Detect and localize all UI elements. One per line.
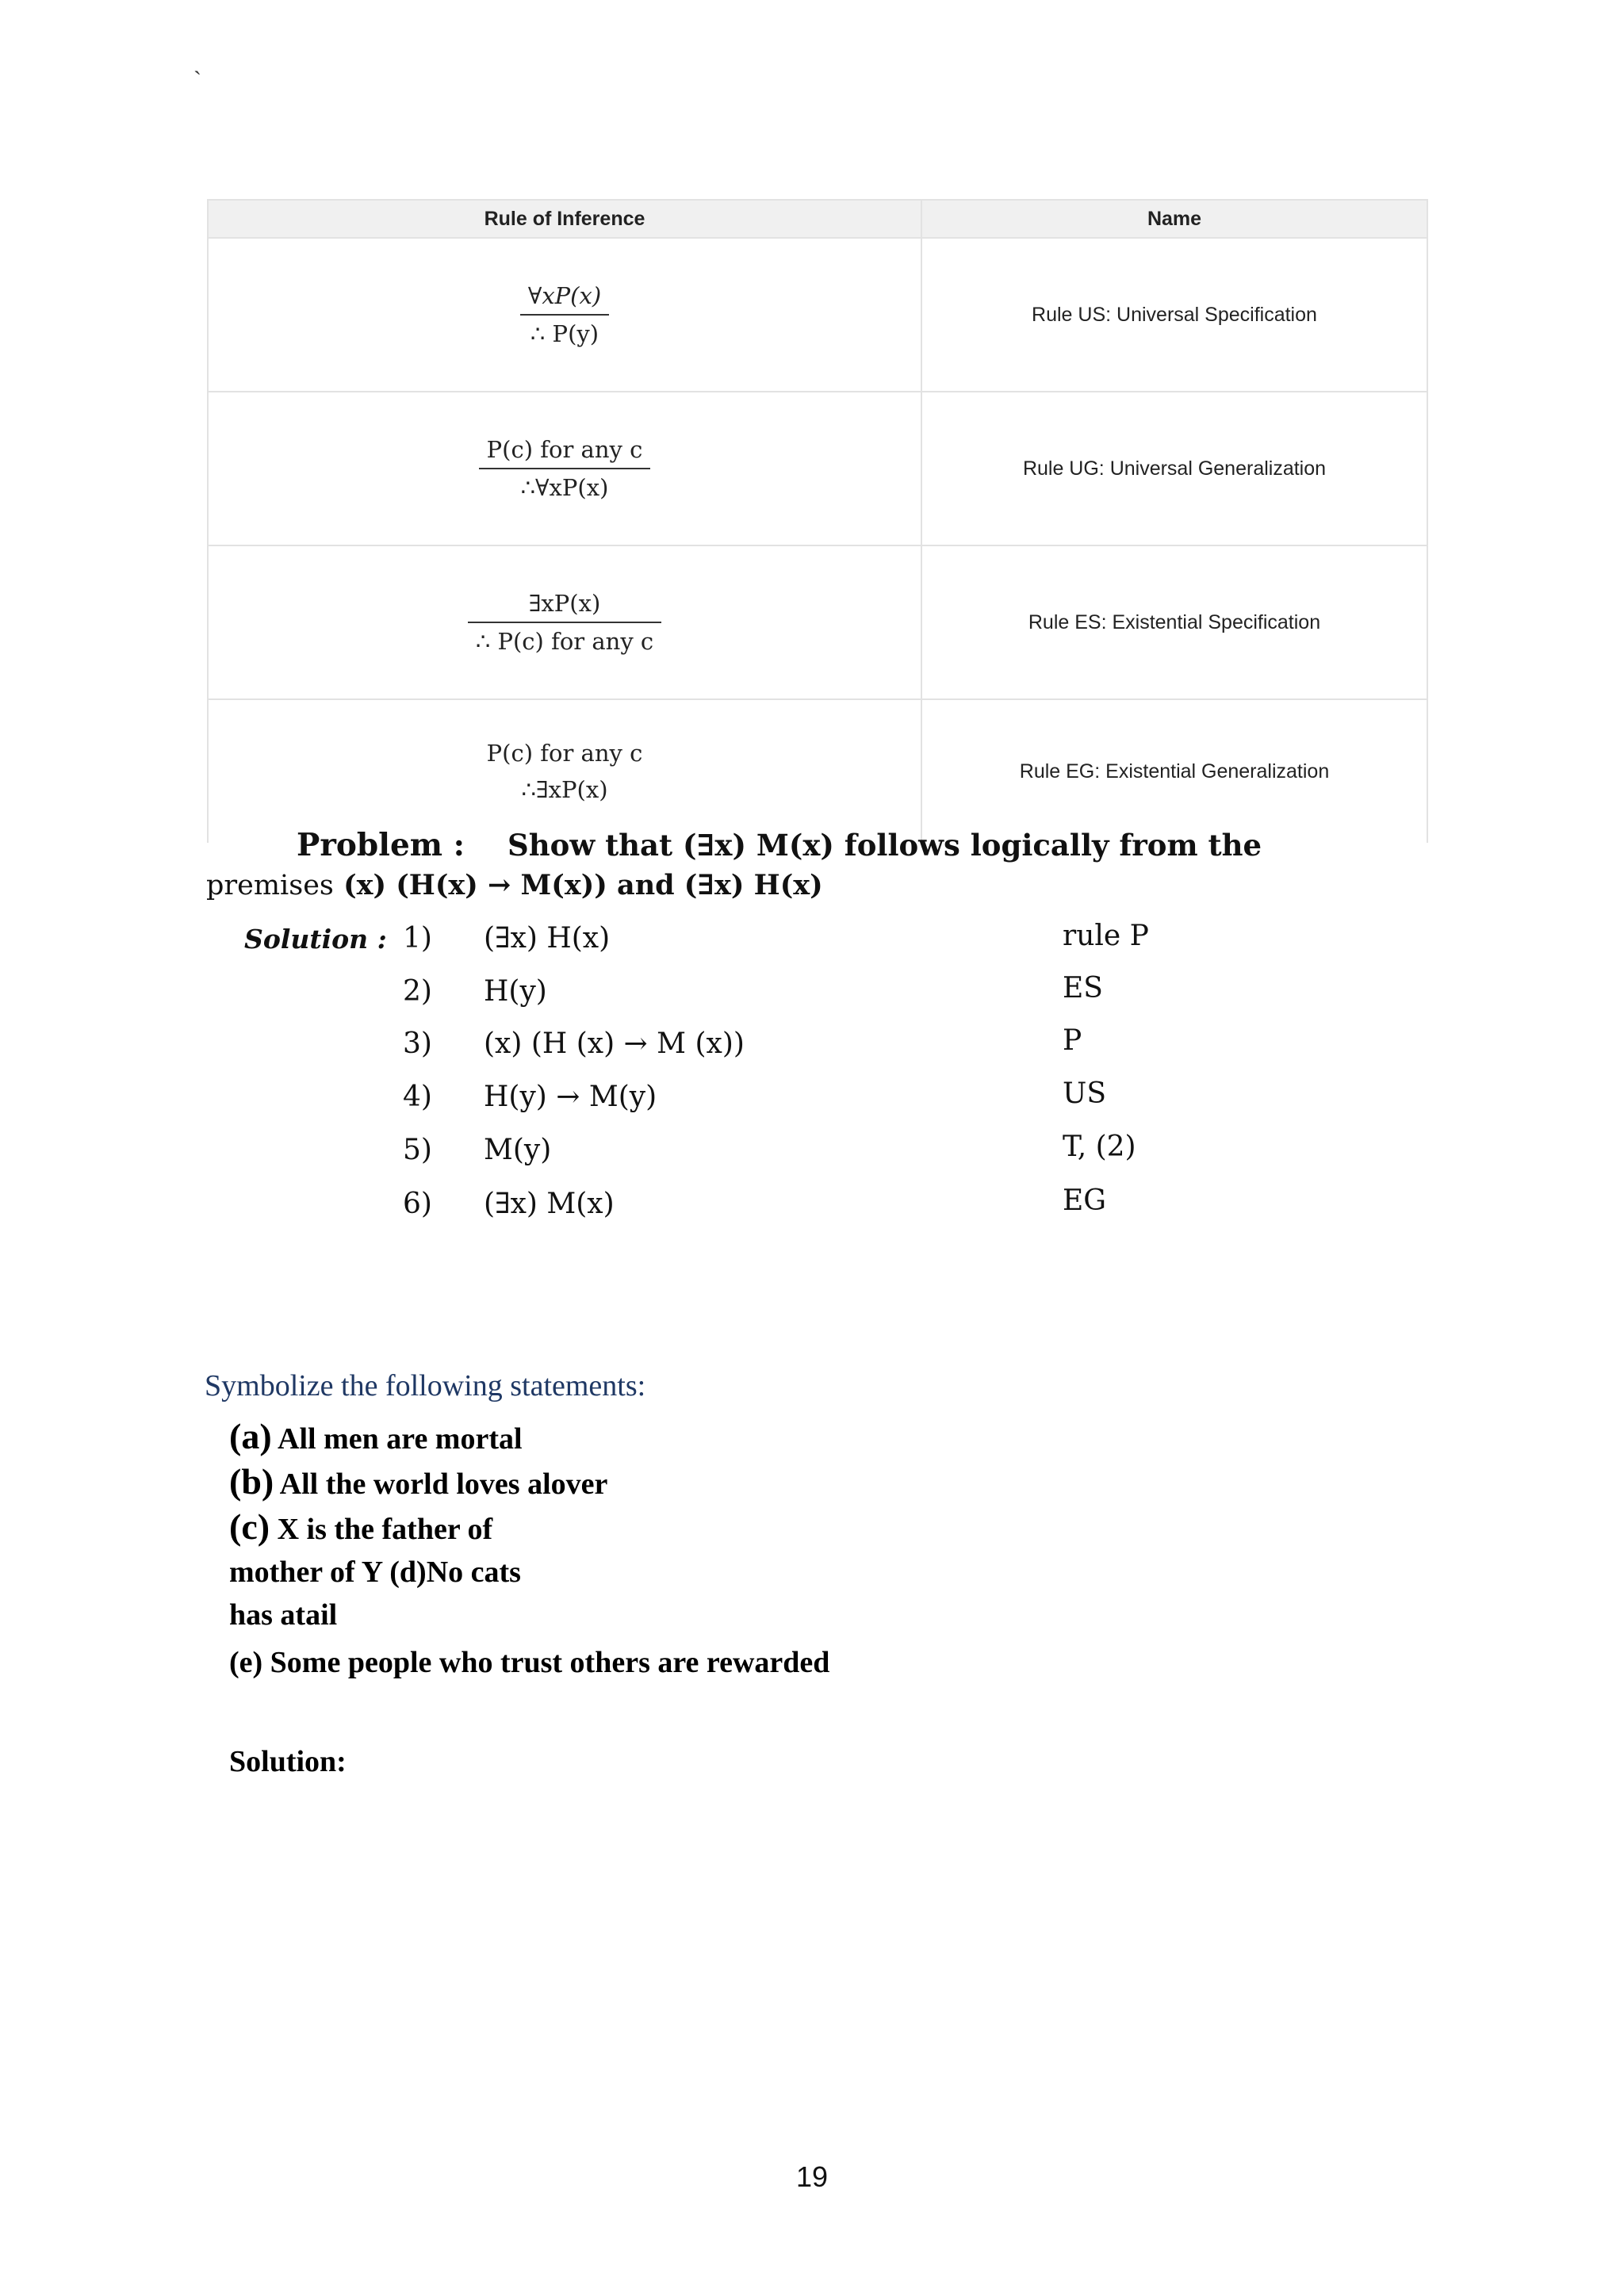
- statement-b: [229, 1460, 1181, 1506]
- solution-heading: Solution:: [229, 1745, 347, 1778]
- statement-c: [229, 1506, 1181, 1551]
- table-row: [208, 545, 1427, 699]
- step-expression: H(y) → M(y): [484, 1081, 657, 1113]
- table-row: [208, 392, 1427, 545]
- step-rule: US: [1063, 1077, 1107, 1110]
- statement-c-label: (c): [229, 1506, 270, 1547]
- rule-name: Rule ES: Existential Specification: [921, 545, 1427, 699]
- table-header-row: [208, 200, 1427, 238]
- inference-fraction: [520, 282, 609, 347]
- conclusion: ∴∀xP(x): [520, 474, 609, 501]
- step-expression: M(y): [484, 1134, 552, 1166]
- solution-label: Solution :: [244, 924, 387, 955]
- rule-cell: [208, 238, 921, 392]
- table-row: [208, 238, 1427, 392]
- statement-b-text: All the world loves alover: [279, 1468, 608, 1501]
- statement-c-line3: has atail: [229, 1598, 338, 1632]
- inference-fraction: [468, 590, 661, 655]
- step-expression: (∃x) H(x): [484, 922, 611, 955]
- conclusion: ∴ P(y): [530, 320, 599, 347]
- statement-c-text: X is the father of: [277, 1513, 493, 1546]
- statement-list: [229, 1415, 1181, 1684]
- conclusion: ∴∃xP(x): [521, 776, 608, 803]
- top-mark: `: [193, 67, 201, 93]
- statement-a-text: All men are mortal: [278, 1422, 523, 1456]
- inference-fraction: [479, 740, 651, 803]
- inference-fraction: [479, 436, 651, 501]
- rule-name: Rule UG: Universal Generalization: [921, 392, 1427, 545]
- problem-text: Show that (∃x) M(x) follows logically from the: [508, 828, 1262, 863]
- statement-c-line2: mother of Y (d)No cats: [229, 1556, 521, 1589]
- step-expression: H(y): [484, 975, 547, 1008]
- premise: P(c) for any c: [486, 740, 643, 767]
- premise: P(c) for any c: [479, 436, 651, 469]
- step-rule: rule P: [1063, 920, 1149, 952]
- problem-statement: [297, 827, 1262, 863]
- header-name: Name: [921, 200, 1427, 238]
- step-rule: ES: [1063, 972, 1103, 1004]
- premises-text: (x) (H(x) → M(x)) and (∃x) H(x): [343, 869, 823, 901]
- step-number: 3): [403, 1027, 432, 1060]
- step-number: 4): [403, 1081, 432, 1113]
- rule-cell: [208, 392, 921, 545]
- step-expression: (∃x) M(x): [484, 1188, 615, 1220]
- rule-name: Rule US: Universal Specification: [921, 238, 1427, 392]
- premises-word: premises: [206, 870, 334, 901]
- premise: ∀xP(x): [520, 282, 609, 316]
- step-number: 6): [403, 1188, 432, 1220]
- rules-of-inference-table: [207, 199, 1428, 843]
- step-rule: P: [1063, 1024, 1082, 1057]
- rule-name: Rule EG: Existential Generalization: [921, 699, 1427, 843]
- problem-scan: [205, 825, 1331, 1300]
- statement-a-label: (a): [229, 1416, 272, 1456]
- rule-cell: [208, 545, 921, 699]
- problem-premises: [206, 869, 823, 901]
- step-number: 2): [403, 975, 432, 1008]
- premise: ∃xP(x): [468, 590, 661, 623]
- page-number: 19: [795, 2160, 829, 2193]
- rule-cell: [208, 699, 921, 843]
- header-rule-of-inference: Rule of Inference: [208, 200, 921, 238]
- statement-a: [229, 1415, 1181, 1460]
- step-number: 5): [403, 1134, 432, 1166]
- statement-e: (e) Some people who trust others are rewarded: [229, 1646, 830, 1679]
- symbolize-heading: Symbolize the following statements:: [205, 1369, 646, 1402]
- step-rule: T, (2): [1063, 1131, 1136, 1163]
- table-row: [208, 699, 1427, 843]
- step-rule: EG: [1063, 1184, 1107, 1217]
- conclusion: ∴ P(c) for any c: [475, 628, 654, 655]
- step-expression: (x) (H (x) → M (x)): [484, 1027, 745, 1060]
- statement-b-label: (b): [229, 1461, 274, 1502]
- problem-label: Problem :: [297, 827, 465, 863]
- step-number: 1): [403, 922, 432, 955]
